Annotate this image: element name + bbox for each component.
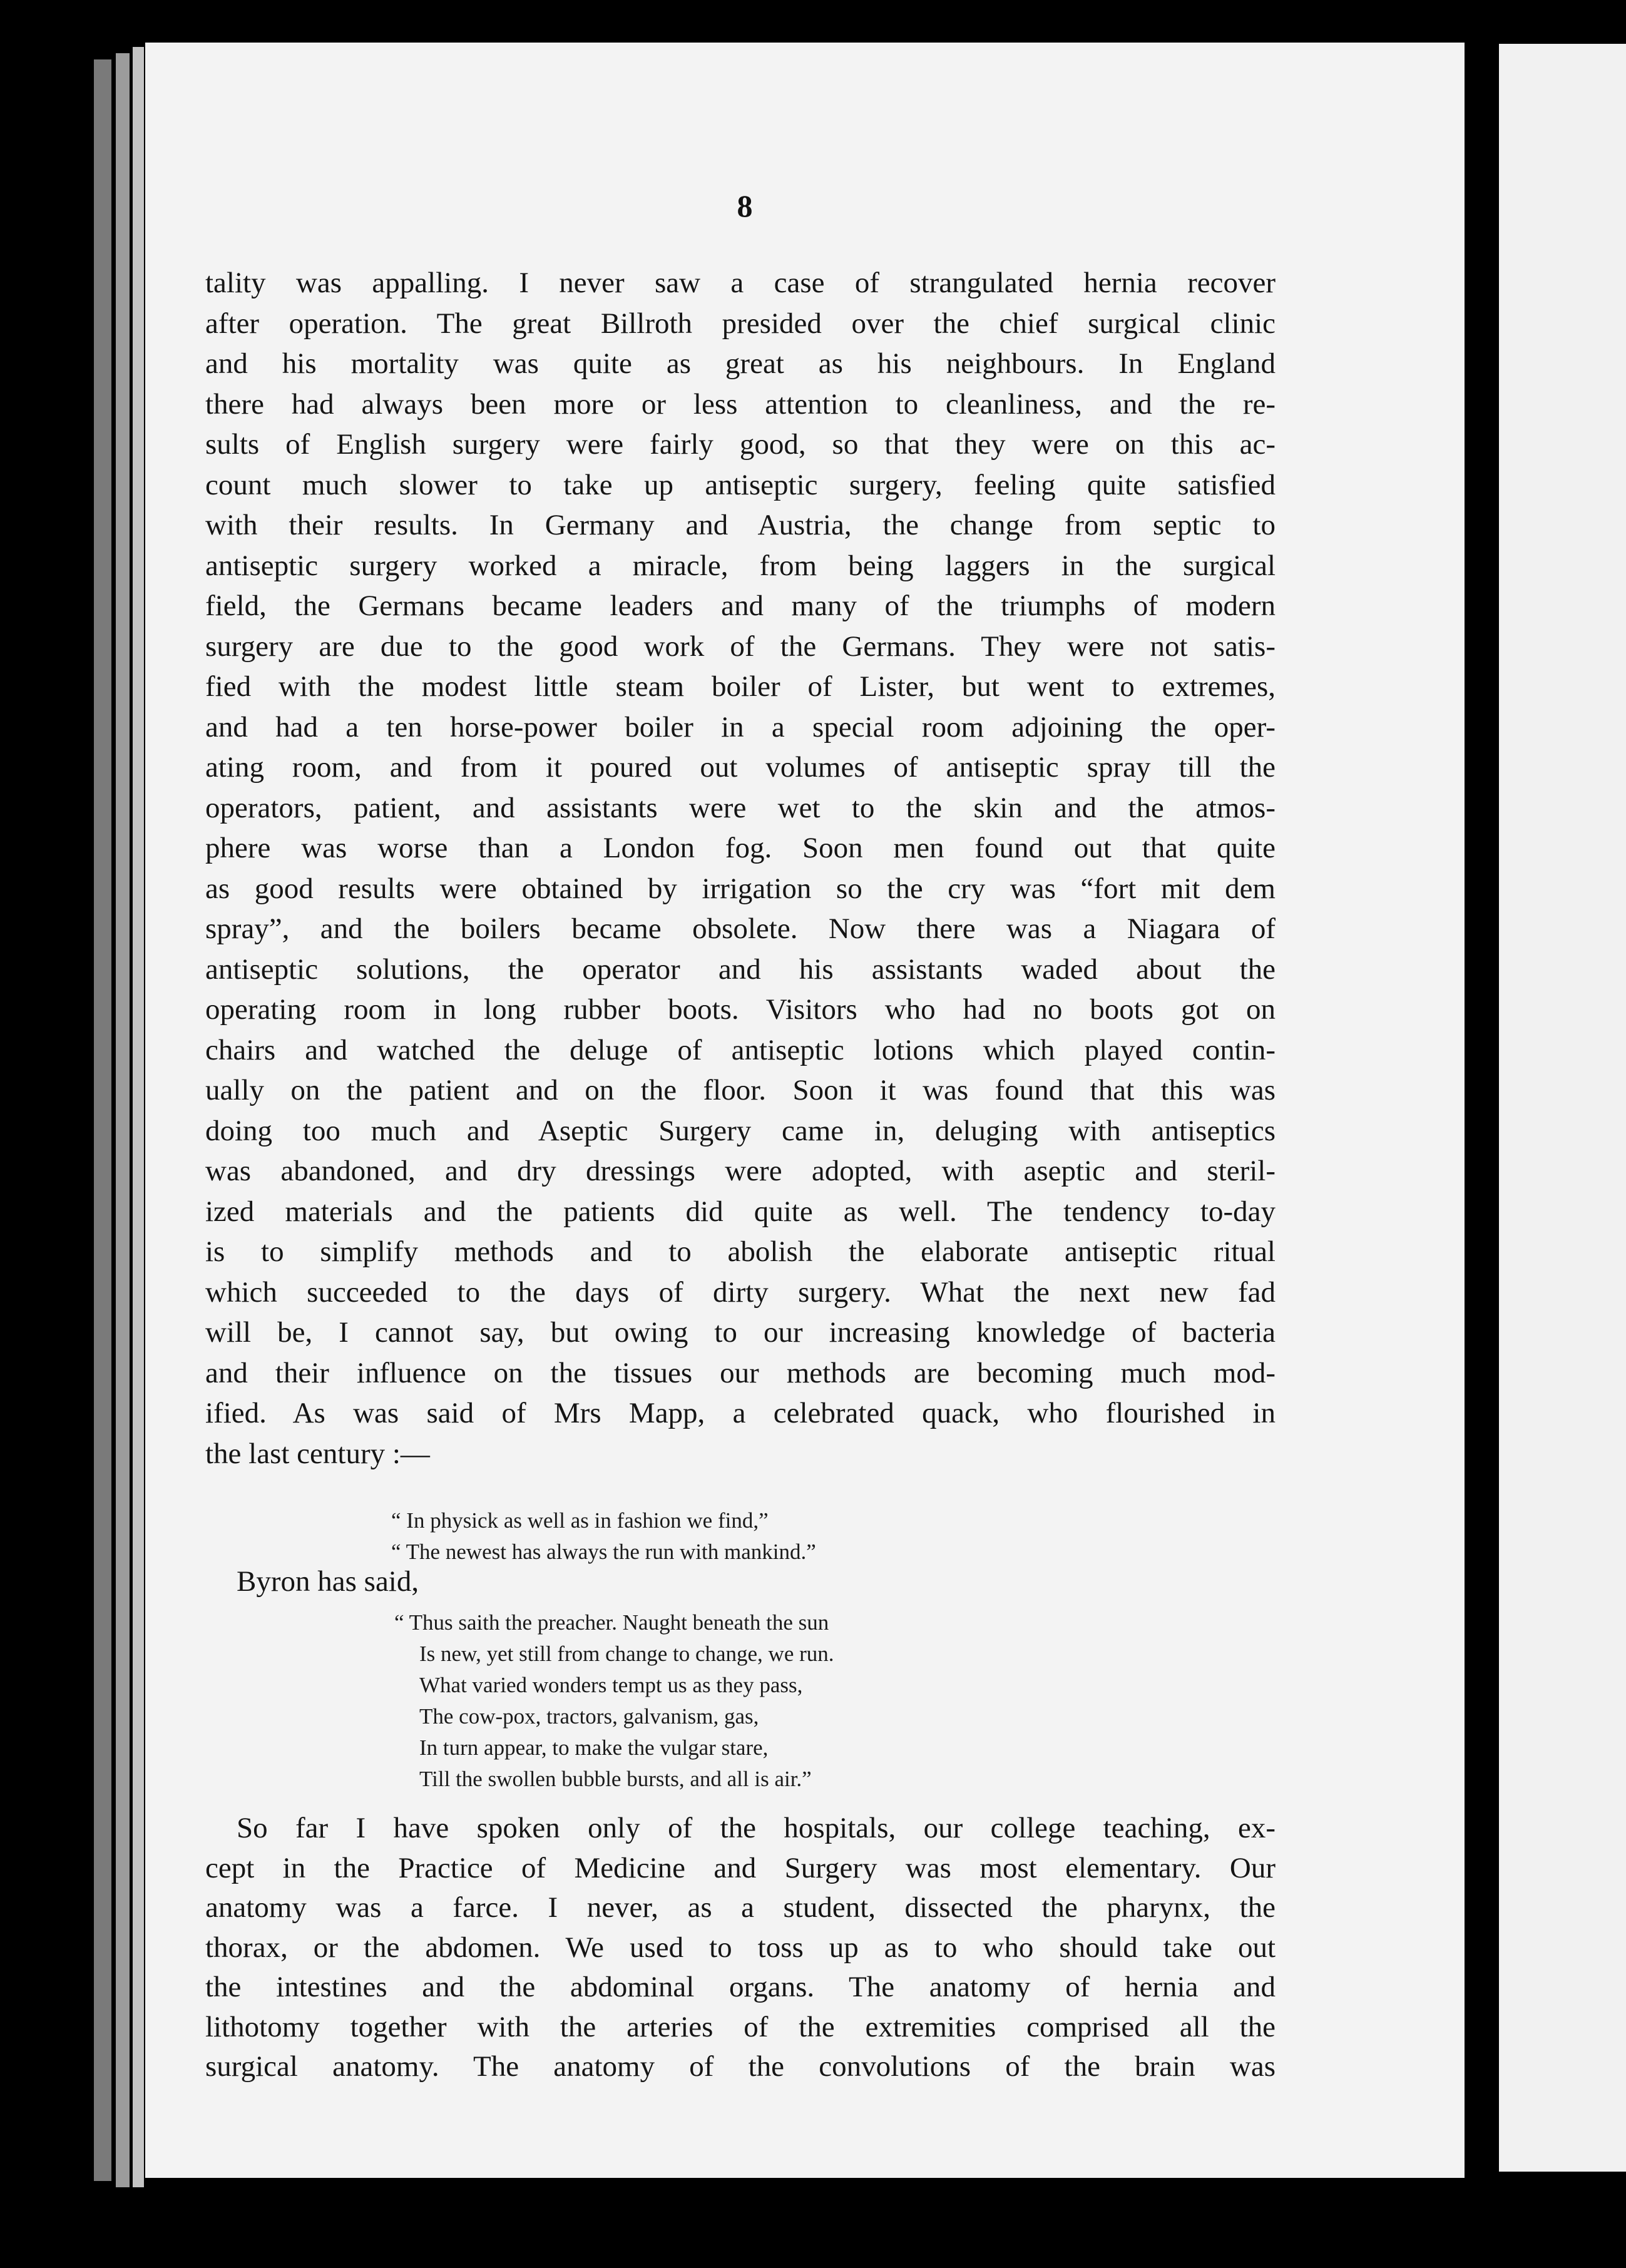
text-line: tality was appalling. I never saw a case of strangulated hernia recover (205, 267, 1276, 299)
text-line: surgery are due to the good work of the Germans. They were not satis- (205, 630, 1276, 663)
text-line: chairs and watched the deluge of antiseptic lotions which played contin- (205, 1033, 1276, 1066)
text-line: surgical anatomy. The anatomy of the convolutions of the brain was (205, 2050, 1276, 2083)
verse-line: “ The newest has always the run with mankind.” (391, 1540, 816, 1564)
text-line: operators, patient, and assistants were wet to the skin and the atmos- (205, 791, 1276, 824)
text-line: the last century :— (205, 1437, 430, 1470)
text-line: phere was worse than a London fog. Soon men found out that quite (205, 832, 1276, 864)
text-line: thorax, or the abdomen. We used to toss up as to who should take out (205, 1931, 1276, 1964)
text-line: and their influence on the tissues our methods are becoming much mod- (205, 1356, 1276, 1389)
verse-line: Till the swollen bubble bursts, and all is air.” (419, 1767, 812, 1791)
text-line: was abandoned, and dry dressings were adopted, with aseptic and steril- (205, 1155, 1276, 1187)
verse-quote-mapp (391, 1505, 816, 1568)
text-line: antiseptic solutions, the operator and his assistants waded about the (205, 953, 1276, 986)
text-line: ized materials and the patients did quite as well. The tendency to-day (205, 1195, 1276, 1228)
verse-line: The cow-pox, tractors, galvanism, gas, (419, 1704, 759, 1729)
text-line: operating room in long rubber boots. Visitors who had no boots got on (205, 993, 1276, 1026)
text-line: lithotomy together with the arteries of the extremities comprised all the (205, 2010, 1276, 2043)
paragraph-main (205, 263, 1276, 1474)
page-number: 8 (737, 188, 753, 223)
page-stack-edge (116, 53, 130, 2187)
text-line: field, the Germans became leaders and many of the triumphs of modern (205, 590, 1276, 622)
verse-line: Is new, yet still from change to change, we run. (419, 1642, 834, 1666)
text-line: which succeeded to the days of dirty surgery. What the next new fad (205, 1275, 1276, 1309)
text-line: and his mortality was quite as great as his neighbours. In England (205, 347, 1276, 380)
text-line: will be, I cannot say, but owing to our increasing knowledge of bacteria (205, 1316, 1276, 1349)
text-line: ually on the patient and on the floor. Soon it was found that this was (205, 1074, 1276, 1106)
page-stack-edge-inner (133, 47, 144, 2187)
text-line: the intestines and the abdominal organs. The anatomy of hernia and (205, 1971, 1276, 2003)
text-line: spray”, and the boilers became obsolete. Now there was a Niagara of (205, 912, 1276, 945)
text-line: fied with the modest little steam boiler of Lister, but went to extremes, (205, 670, 1276, 703)
facing-page-edge (1499, 44, 1626, 2172)
text-line: and had a ten horse-power boiler in a special room adjoining the oper- (205, 710, 1276, 743)
text-line: ified. As was said of Mrs Mapp, a celebrated quack, who flourished in (205, 1397, 1276, 1429)
text-line: doing too much and Aseptic Surgery came in, deluging with antiseptics (205, 1114, 1276, 1147)
text-line: sults of English surgery were fairly good, so that they were on this ac- (205, 428, 1276, 461)
text-line: after operation. The great Billroth presided over the chief surgical clinic (205, 307, 1276, 340)
text-line: as good results were obtained by irrigation so the cry was “fort mit dem (205, 872, 1276, 905)
byron-intro: Byron has said, (237, 1565, 419, 1598)
verse-line: What varied wonders tempt us as they pass, (419, 1673, 803, 1697)
verse-line: In turn appear, to make the vulgar stare, (419, 1735, 769, 1760)
text-line: antiseptic surgery worked a miracle, from being laggers in the surgical (205, 549, 1276, 582)
text-line: with their results. In Germany and Austria, the change from septic to (205, 509, 1276, 541)
text-line: count much slower to take up antiseptic surgery, feeling quite satisfied (205, 468, 1276, 501)
text-line: cept in the Practice of Medicine and Surgery was most elementary. Our (205, 1851, 1276, 1884)
paragraph-second (205, 1809, 1276, 2087)
text-line: is to simplify methods and to abolish the elaborate antiseptic ritual (205, 1235, 1276, 1268)
book-spine-edge (94, 59, 111, 2181)
text-line: anatomy was a farce. I never, as a student, dissected the pharynx, the (205, 1891, 1276, 1924)
verse-quote-byron (394, 1607, 834, 1795)
verse-line: “ In physick as well as in fashion we find,” (391, 1508, 769, 1533)
text-line: ating room, and from it poured out volumes of antiseptic spray till the (205, 751, 1276, 784)
verse-line: “ Thus saith the preacher. Naught beneath the sun (394, 1610, 829, 1635)
text-line: there had always been more or less attention to cleanliness, and the re- (205, 387, 1276, 421)
text-line: So far I have spoken only of the hospitals, our college teaching, ex- (237, 1812, 1276, 1844)
